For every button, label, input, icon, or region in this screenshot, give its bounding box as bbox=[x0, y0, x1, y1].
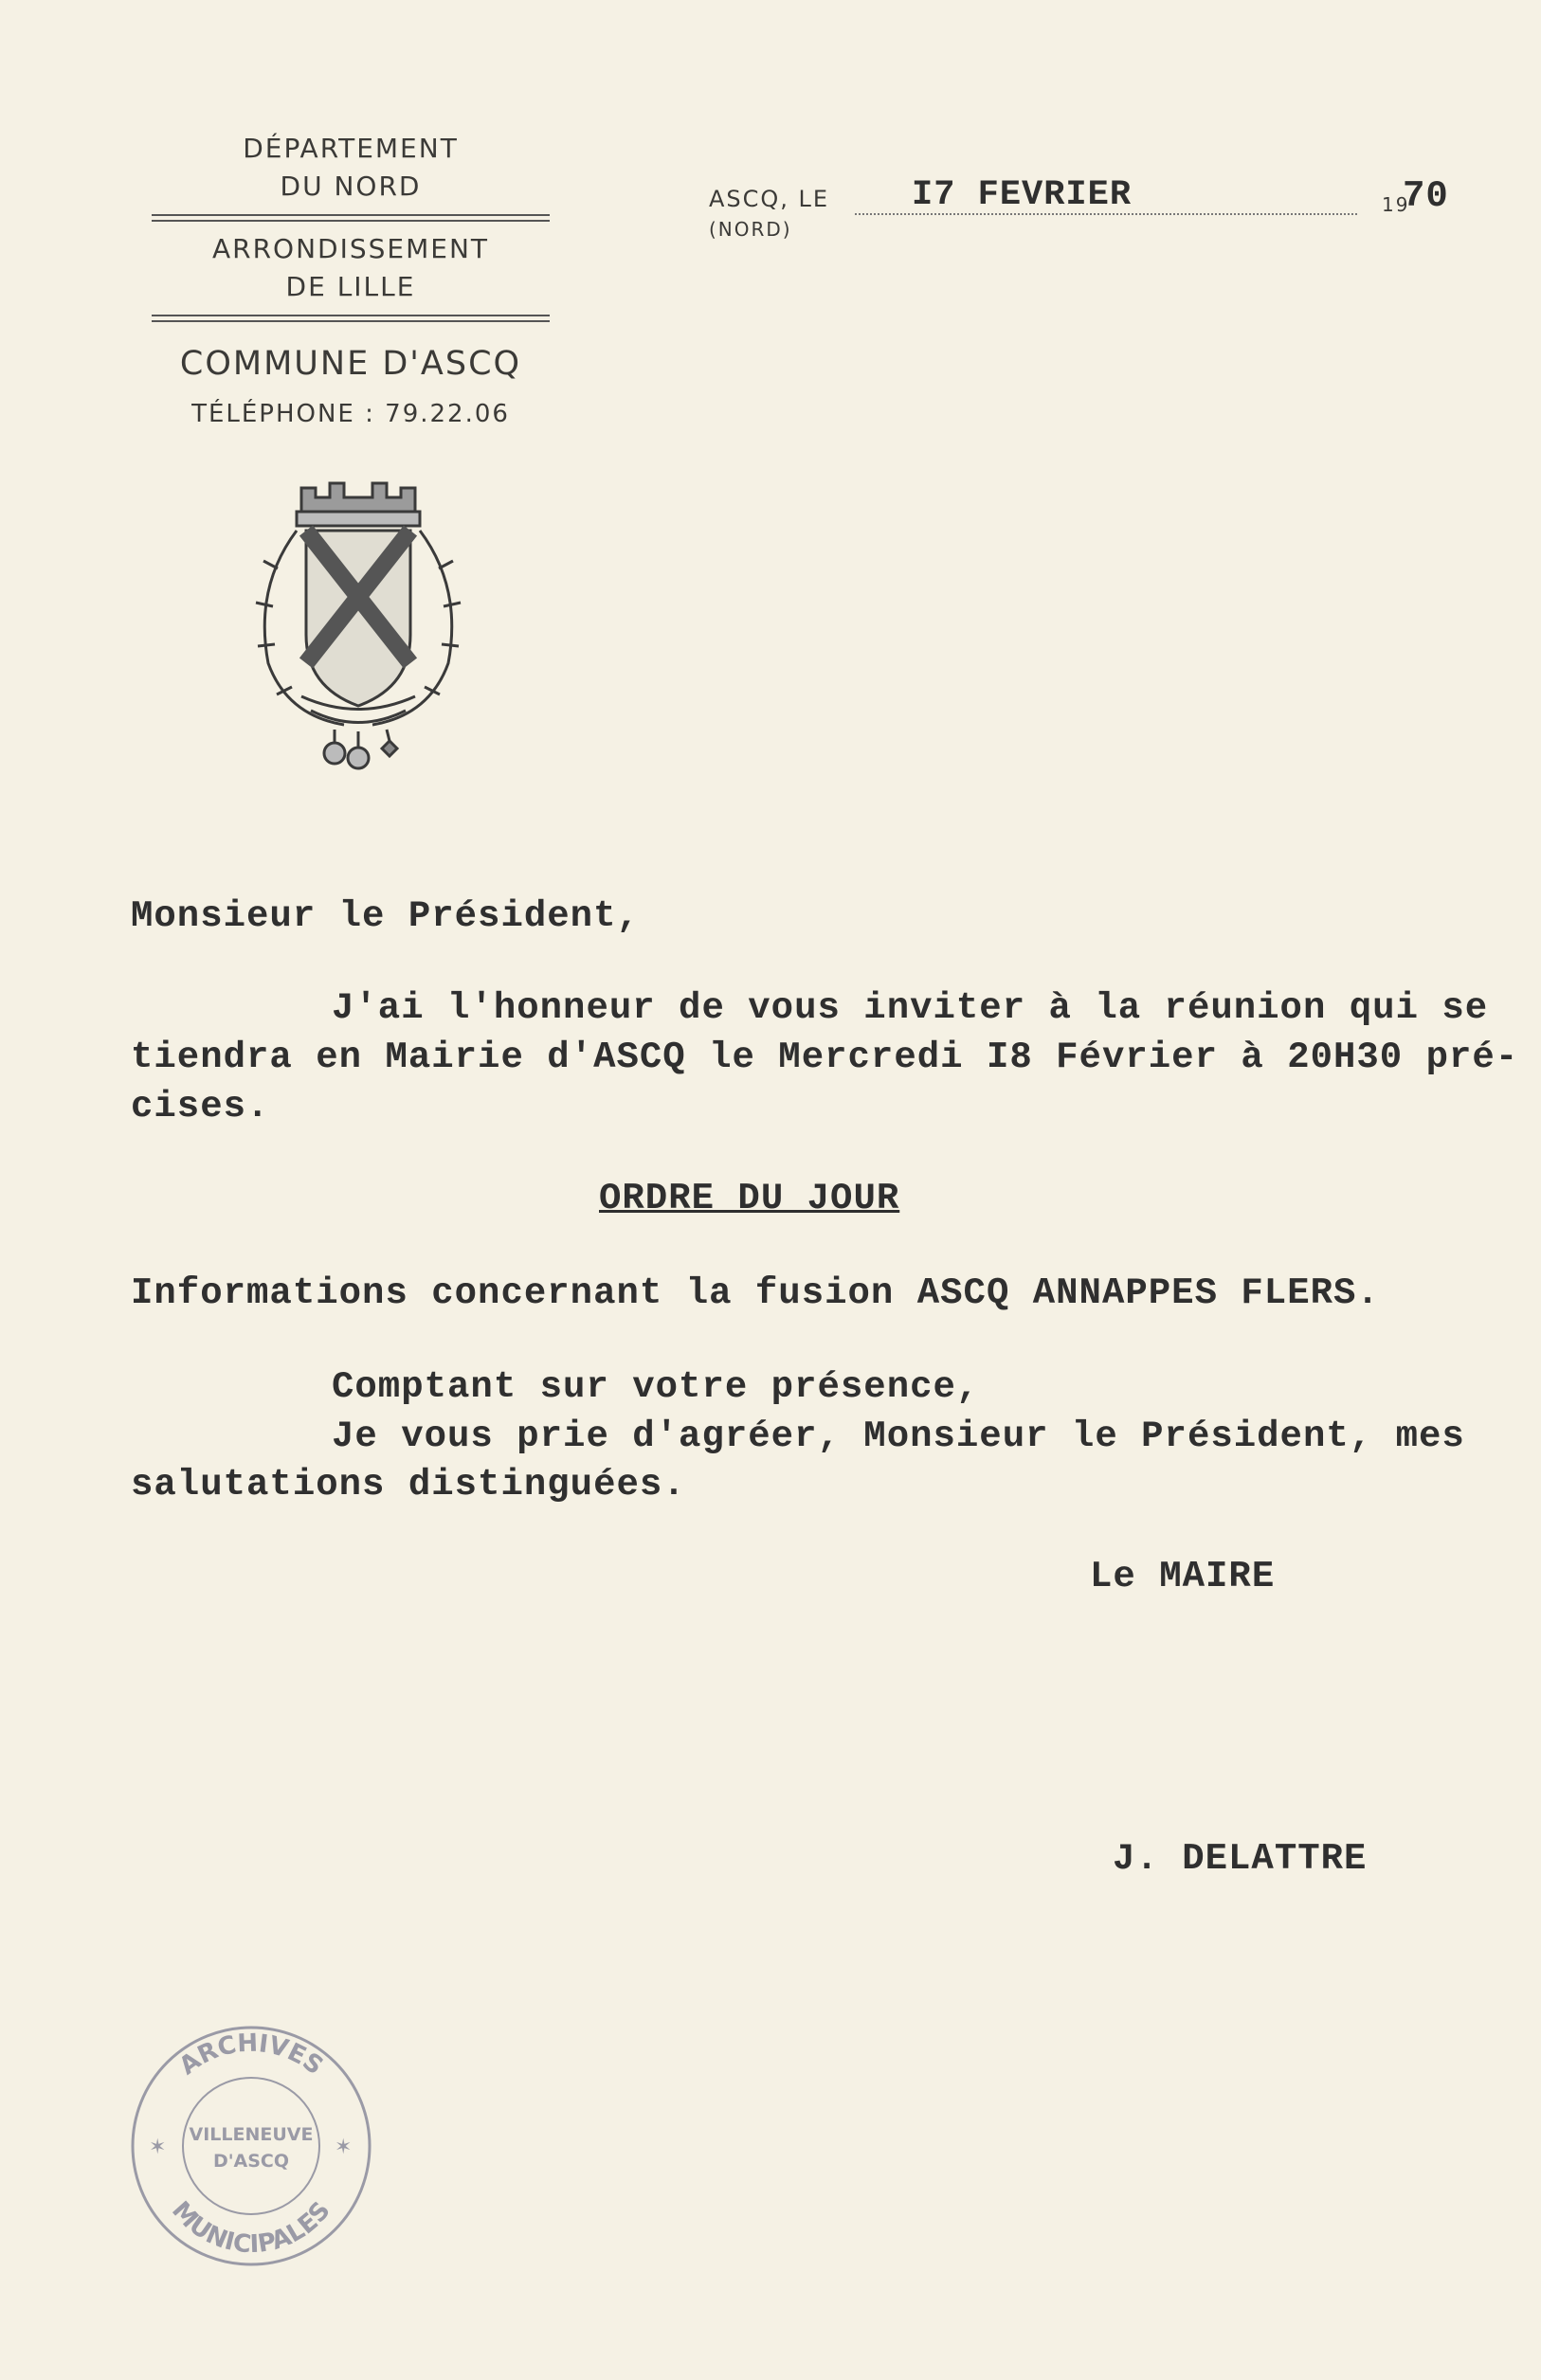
signatory-name: J. DELATTRE bbox=[1113, 1838, 1368, 1880]
dateline-date: I7 FEVRIER bbox=[912, 175, 1133, 215]
department-label: DÉPARTEMENT bbox=[243, 133, 459, 164]
agenda-item: Informations concernant la fusion ASCQ ANNAPPES FLERS. bbox=[131, 1272, 1380, 1314]
commune-name: COMMUNE D'ASCQ bbox=[179, 345, 522, 383]
arrondissement-name: DE LILLE bbox=[285, 271, 416, 302]
signatory-title: Le MAIRE bbox=[1090, 1556, 1276, 1597]
stamp-bottom-text: MUNICIPALES bbox=[166, 2196, 336, 2260]
dateline-year: 70 bbox=[1403, 175, 1449, 217]
dateline-year-prefix: 19 bbox=[1382, 193, 1410, 216]
stamp-star-icon: ✶ bbox=[149, 2136, 167, 2159]
closing-line: Je vous prie d'agréer, Monsieur le Président, mes bbox=[332, 1415, 1465, 1457]
stamp-middle-text: D'ASCQ bbox=[212, 2151, 290, 2172]
telephone: TÉLÉPHONE : 79.22.06 bbox=[191, 400, 510, 428]
arrondissement-label: ARRONDISSEMENT bbox=[211, 233, 489, 264]
agenda-title: ORDRE DU JOUR bbox=[599, 1178, 900, 1219]
body-line: tiendra en Mairie d'ASCQ le Mercredi I8 Février à 20H30 pré- bbox=[131, 1037, 1519, 1078]
stamp-middle-text: VILLENEUVE bbox=[189, 2124, 314, 2145]
stamp-star-icon: ✶ bbox=[335, 2136, 353, 2159]
closing-line: Comptant sur votre présence, bbox=[332, 1366, 980, 1408]
divider bbox=[152, 214, 550, 222]
salutation: Monsieur le Président, bbox=[131, 895, 640, 937]
body-line: J'ai l'honneur de vous inviter à la réunion qui se bbox=[332, 987, 1489, 1029]
divider bbox=[152, 315, 550, 322]
closing-line: salutations distinguées. bbox=[131, 1464, 686, 1506]
dateline-region: (NORD) bbox=[709, 218, 792, 241]
dateline-place: ASCQ, LE bbox=[709, 186, 830, 212]
coat-of-arms-icon bbox=[235, 474, 481, 777]
department-name: DU NORD bbox=[280, 171, 422, 202]
archive-stamp-icon bbox=[128, 2023, 374, 2269]
stamp-top-text: ARCHIVES bbox=[173, 2028, 329, 2082]
body-line: cises. bbox=[131, 1086, 270, 1127]
